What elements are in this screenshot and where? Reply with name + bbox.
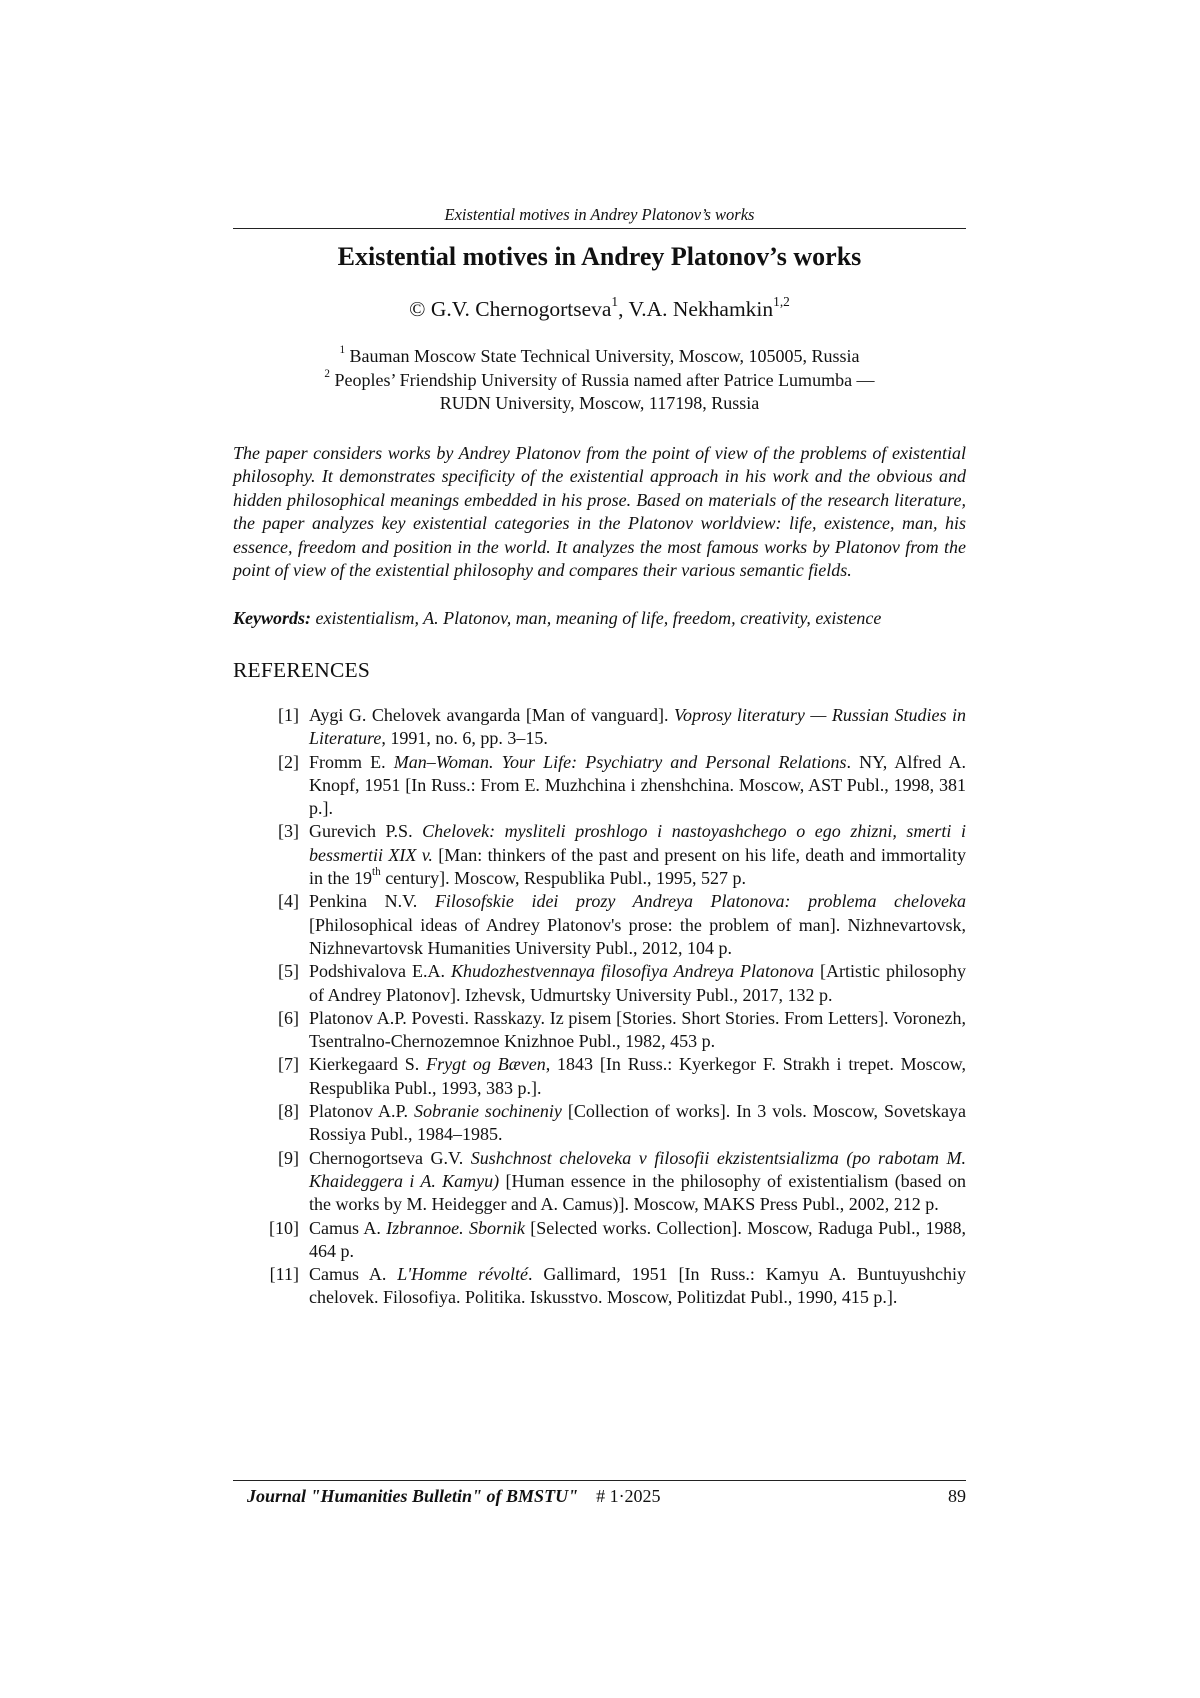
reference-number: [3]	[278, 821, 299, 842]
reference-item	[253, 1147, 966, 1217]
reference-part-a: Fromm E.	[309, 751, 394, 772]
reference-number: [1]	[278, 705, 299, 725]
reference-part-b: [Collection of works]. In 3 vols. Moscow, Sovetskaya Rossiya Publ., 1984–1985.	[309, 1101, 966, 1145]
reference-item	[253, 1263, 966, 1310]
footer-journal: Journal "Humanities Bulletin" of BMSTU"	[247, 1486, 579, 1506]
references-heading: REFERENCES	[233, 658, 370, 682]
reference-part-b: [Philosophical ideas of Andrey Platonov's prose: the problem of man]. Nizhnevartovsk, Nizhnevartovsk Humanities University Publ., 2012, 104 p.	[309, 914, 966, 958]
reference-text	[309, 1100, 966, 1147]
reference-number: [11]	[269, 1264, 299, 1285]
reference-part-b: [Artistic philosophy of Andrey Platonov]. Izhevsk, Udmurtsky University Publ., 2017, 132 p.	[309, 961, 966, 1005]
page-body	[233, 204, 966, 1310]
reference-part-a: Podshivalova E.A.	[309, 961, 452, 982]
reference-part-a: Camus A.	[309, 1264, 398, 1285]
keywords-label: Keywords:	[233, 607, 311, 628]
reference-part-i: Izbrannoe. Sbornik	[386, 1217, 525, 1238]
reference-text	[309, 1147, 966, 1217]
authors-line	[233, 295, 966, 323]
abstract: The paper considers works by Andrey Platonov from the point of view of the problems of existential philosophy. It demonstrates specificity of the existential approach in his work and the obvious and hidden philosophical meanings embedded in his prose. Based on materials of the research literature, the paper analyzes key existential categories in the Platonov worldview: life, existence, man, his essence, freedom and position in the world. It analyzes the most famous works by Platonov from the point of view of the existential philosophy and compares their various semantic fields.	[233, 442, 966, 580]
reference-text	[309, 890, 966, 960]
reference-part-i: Sobranie sochineniy	[413, 1101, 562, 1122]
reference-number: [9]	[278, 1147, 299, 1168]
reference-number: [8]	[278, 1101, 299, 1122]
reference-part-a: Chernogortseva G.V.	[309, 1147, 471, 1168]
affiliation-1-mark: 1	[339, 344, 346, 357]
reference-list	[233, 704, 966, 1310]
reference-part-b: , 1843 [In Russ.: Kyerkegor F. Strakh i trepet. Moscow, Respublika Publ., 1993, 383 p.].	[309, 1054, 966, 1098]
reference-part-a: Camus A.	[309, 1217, 387, 1238]
reference-number: [6]	[278, 1007, 299, 1028]
affiliation-2	[233, 369, 966, 393]
reference-item	[253, 1100, 966, 1147]
reference-item	[253, 820, 966, 890]
keywords-text: existentialism, A. Platonov, man, meaning of life, freedom, creativity, existence	[311, 607, 882, 628]
affiliation-1	[233, 345, 966, 369]
reference-item	[253, 1217, 966, 1264]
page-footer	[233, 1480, 966, 1508]
author-2-name: , V.A. Nekhamkin	[618, 297, 774, 321]
reference-part-i: Man–Woman. Your Life: Psychiatry and Personal Relations	[393, 751, 847, 772]
reference-part-sup: th	[372, 866, 381, 879]
reference-item	[253, 704, 966, 751]
reference-part-a: Penkina N.V.	[309, 891, 435, 912]
reference-number: [2]	[278, 751, 299, 772]
reference-part-a: Kierkegaard S.	[309, 1054, 427, 1075]
reference-number: [10]	[269, 1217, 299, 1238]
reference-part-c: century]. Moscow, Respublika Publ., 1995, 527 p.	[380, 868, 746, 889]
reference-part-i: Voprosy literatury — Russian Studies in Literature	[309, 705, 966, 749]
reference-text	[309, 1217, 966, 1264]
reference-item	[253, 890, 966, 960]
reference-part-b: . NY, Alfred A. Knopf, 1951 [In Russ.: From E. Muzhchina i zhenshchina. Moscow, AST Publ., 1998, 381 p.].	[309, 751, 966, 819]
reference-part-b: [Man: thinkers of the past and present on his life, death and immortality in the 19	[309, 844, 966, 889]
page-number: 89	[948, 1486, 966, 1506]
reference-part-i: Filosofskie idei prozy Andreya Platonova: problema cheloveka	[434, 891, 966, 912]
reference-item	[253, 1053, 966, 1100]
running-header: Existential motives in Andrey Platonov’s works	[233, 204, 966, 229]
reference-part-i: Chelovek: mysliteli proshlogo i nastoyashchego o ego zhizni, smerti i bessmertii XIX v.	[309, 821, 966, 865]
reference-item	[253, 960, 966, 1007]
footer-issue: # 1·2025	[596, 1486, 661, 1506]
reference-part-i: Sushchnost cheloveka v filosofii ekzistentsializma (po rabotam M. Khaideggera i A. Kamyu)	[309, 1147, 966, 1191]
reference-text	[309, 751, 966, 821]
reference-text	[309, 1263, 966, 1310]
reference-part-b: . Gallimard, 1951 [In Russ.: Kamyu A. Buntuyushchiy chelovek. Filosofiya. Politika. Iskusstvo. Moscow, Politizdat Publ., 1990, 415 p.].	[309, 1264, 967, 1308]
reference-text	[309, 1007, 966, 1054]
reference-number: [7]	[278, 1054, 299, 1075]
author-1-name: © G.V. Chernogortseva	[409, 297, 612, 321]
reference-number: [4]	[278, 891, 299, 912]
reference-text	[309, 960, 966, 1007]
reference-part-i: Khudozhestvennaya filosofiya Andreya Platonova	[451, 961, 814, 982]
reference-part-a: Aygi G. Chelovek avangarda [Man of vanguard].	[309, 705, 674, 725]
reference-number: [5]	[278, 961, 299, 982]
reference-part-a: Gurevich P.S.	[309, 821, 423, 842]
reference-part-b: [Human essence in the philosophy of existentialism (based on the works by M. Heidegger and A. Camus)]. Moscow, MAKS Press Publ., 2002, 212 p.	[309, 1170, 966, 1215]
reference-text	[309, 1053, 966, 1100]
author-2-affil-mark: 1,2	[773, 293, 790, 309]
affiliation-1-text: Bauman Moscow State Technical University, Moscow, 105005, Russia	[345, 346, 860, 366]
reference-part-i: Frygt og Bæven	[426, 1054, 546, 1075]
footer-journal-line	[233, 1484, 661, 1508]
reference-text	[309, 820, 966, 890]
reference-part-a: Platonov A.P.	[309, 1101, 414, 1122]
reference-part-i: L'Homme révolté	[397, 1264, 528, 1285]
reference-part-b: , 1991, no. 6, pp. 3–15.	[381, 728, 548, 749]
paper-title: Existential motives in Andrey Platonov’s works	[337, 242, 862, 271]
affiliations	[233, 345, 966, 416]
reference-text	[309, 704, 966, 751]
reference-item	[253, 1007, 966, 1054]
author-1-affil-mark: 1	[611, 293, 619, 309]
affiliation-2-text-line-1: Peoples’ Friendship University of Russia named after Patrice Lumumba —	[330, 369, 875, 390]
reference-part-a: Platonov A.P. Povesti. Rasskazy. Iz pisem [Stories. Short Stories. From Letters]. Voronezh, Tsentralno-Chernozemnoe Knizhnoe Publ., 1982, 453 p.	[309, 1007, 966, 1052]
keywords	[233, 607, 966, 631]
affiliation-2-line-2: RUDN University, Moscow, 117198, Russia	[439, 393, 760, 413]
reference-part-b: [Selected works. Collection]. Moscow, Raduga Publ., 1988, 464 p.	[309, 1217, 966, 1261]
reference-item	[253, 751, 966, 821]
affiliation-2-mark: 2	[324, 367, 330, 380]
